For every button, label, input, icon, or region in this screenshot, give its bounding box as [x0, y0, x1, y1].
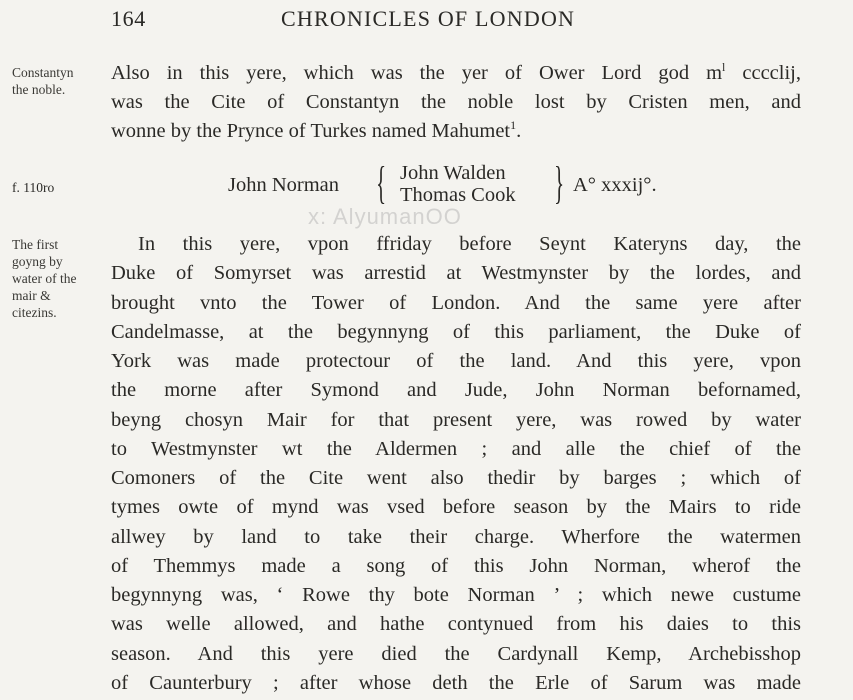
page-header [111, 6, 811, 36]
paragraph2-line: brought vnto the Tower of London. And the same yere after [111, 291, 801, 314]
paragraph2-line: allwey by land to take their charge. Wherfore the watermen [111, 525, 801, 548]
paragraph2-line: Comoners of the Cite went also thedir by barges ; which of [111, 467, 801, 489]
paragraph2-line: In this yere, vpon ffriday before Seynt Kateryns day, the [138, 233, 801, 255]
regnal-year: A° xxxij°. [573, 174, 657, 196]
right-brace-icon: } [554, 157, 565, 208]
paragraph2-line: was welle allowed, and hathe contynued from his daies to this [111, 613, 801, 636]
paragraph2-line: of Caunterbury ; after whose deth the Erle of Sarum was made [111, 671, 801, 694]
paragraph1-line1: Also in this yere, which was the yer of Ower Lord god $m^l$ cccclij, [111, 60, 801, 84]
paragraph2-line: begynnyng was, ‘ Rowe thy bote Norman ’ ; which newe custume [111, 584, 801, 606]
sheriff-2: Thomas Cook [400, 184, 516, 206]
paragraph2-line: Duke of Somyrset was arrestid at Westmynster by the lordes, and [111, 262, 801, 285]
margin-note-first-goyng: The first goyng by water of the mair & citezins. [12, 237, 77, 320]
mayor-name: John Norman [228, 174, 340, 196]
paragraph2-line: of Themmys made a song of this John Norman, wherof the [111, 554, 801, 577]
paragraph2-line: the morne after Symond and Jude, John Norman befornamed, [111, 379, 801, 402]
paragraph2-line: season. And this yere died the Cardynall Kemp, Archebisshop [111, 642, 801, 665]
paragraph1-line2: was the Cite of Constantyn the noble lost by Cristen men, and [111, 91, 801, 113]
watermark: x: AlyumanOO [308, 204, 462, 229]
page-number: 164 [111, 6, 146, 31]
left-brace-icon: { [376, 157, 387, 208]
running-title: CHRONICLES OF LONDON [281, 6, 576, 31]
paragraph2-line: to Westmynster wt the Aldermen ; and alle the chief of the [111, 437, 801, 460]
paragraph2-line: beyng chosyn Mair for that present yere, was rowed by water [111, 408, 801, 431]
folio-note: f. 110ro [12, 180, 55, 195]
paragraph1-line3: wonne by the Prynce of Turkes named Mahumet$^1$. [111, 118, 522, 142]
sheriff-1: John Walden [400, 162, 506, 184]
sheriffs [400, 162, 516, 206]
margin-note-constantyn: Constantyn the noble. [12, 65, 74, 97]
paragraph2-line: tymes owte of mynd was vsed before season by the Mairs to ride [111, 496, 801, 519]
paragraph2-line: York was made protectour of the land. And this yere, vpon [111, 350, 801, 372]
paragraph2-line: Candelmasse, at the begynnyng of this parliament, the Duke of [111, 320, 801, 343]
